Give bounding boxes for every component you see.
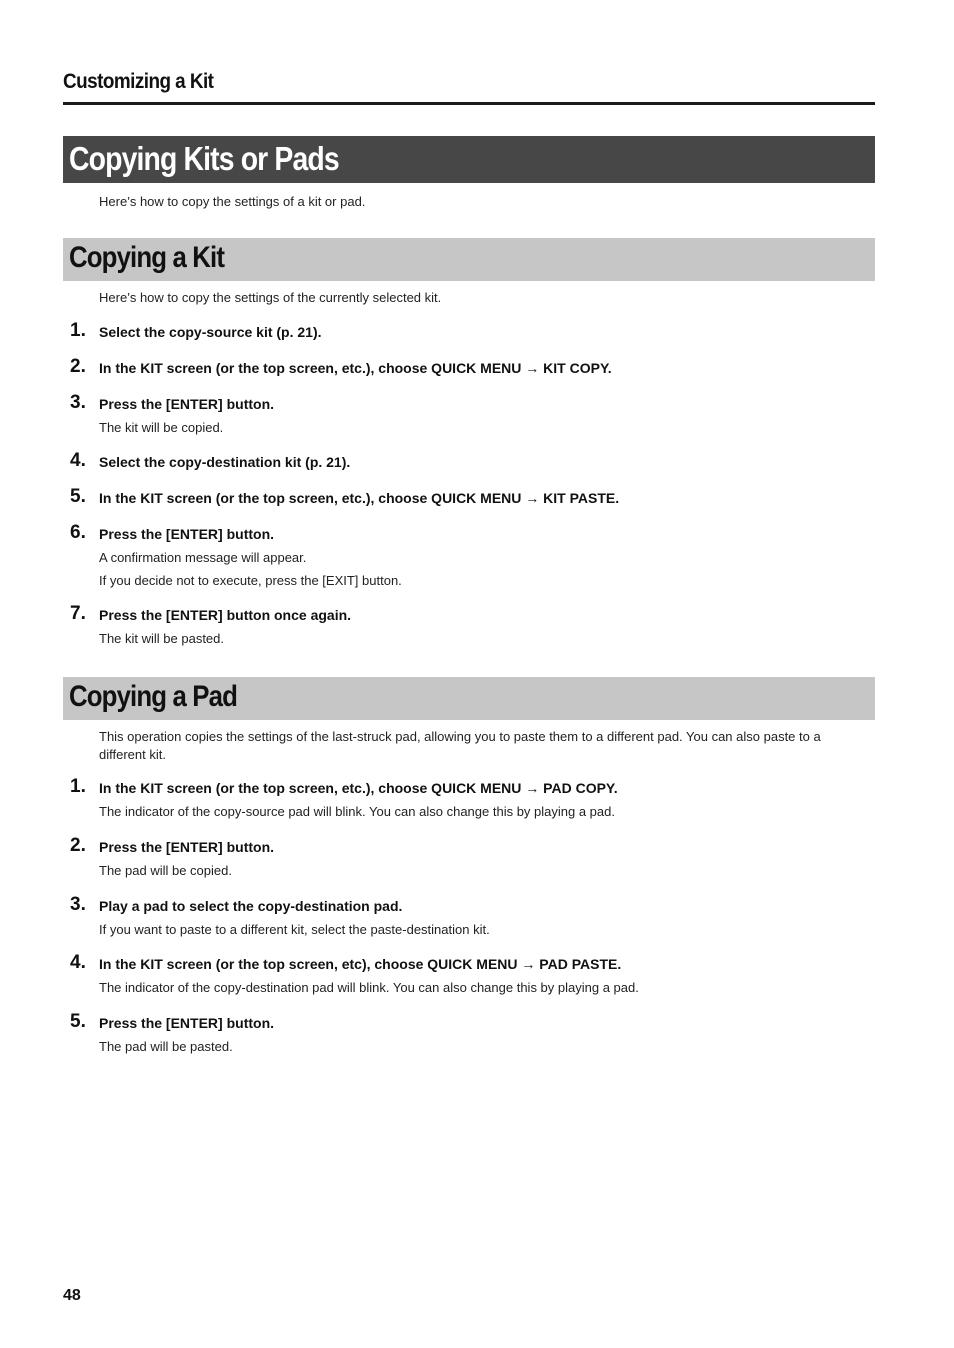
step-title: Press the [ENTER] button. xyxy=(99,839,275,855)
step-note: The pad will be pasted. xyxy=(99,1039,233,1054)
step-note: The indicator of the copy-source pad will blink. You can also change this by playing a pad. xyxy=(99,804,615,819)
step-title: Press the [ENTER] button. xyxy=(99,1015,275,1031)
step-number: 3. xyxy=(70,392,86,413)
section-title-bar xyxy=(63,136,875,183)
step-title: In the KIT screen (or the top screen, etc.), choose QUICK MENU → KIT COPY. xyxy=(99,360,612,376)
step-number: 4. xyxy=(70,952,86,973)
step-note: A confirmation message will appear. xyxy=(99,550,307,565)
chapter-rule xyxy=(63,102,875,105)
step-note: The kit will be copied. xyxy=(99,420,224,435)
kit-intro: Here’s how to copy the settings of the currently selected kit. xyxy=(99,290,442,305)
step-number: 1. xyxy=(70,320,86,341)
step-title: Play a pad to select the copy-destination pad. xyxy=(99,898,403,914)
page-number: 48 xyxy=(63,1287,81,1304)
step-number: 1. xyxy=(70,776,86,797)
section-intro: Here’s how to copy the settings of a kit or pad. xyxy=(99,194,366,209)
step-note: If you decide not to execute, press the [EXIT] button. xyxy=(99,573,402,588)
step-title: In the KIT screen (or the top screen, etc.), choose QUICK MENU → PAD COPY. xyxy=(99,780,618,796)
step-title: In the KIT screen (or the top screen, etc.), choose QUICK MENU → KIT PASTE. xyxy=(99,490,620,506)
step-number: 6. xyxy=(70,522,86,543)
step-number: 2. xyxy=(70,356,86,377)
section-title: Copying Kits or Pads xyxy=(69,140,339,177)
step-number: 5. xyxy=(70,1011,86,1032)
step-number: 7. xyxy=(70,603,86,624)
step-title: Select the copy-source kit (p. 21). xyxy=(99,324,322,340)
kit-heading-bar xyxy=(63,238,875,281)
step-title: Press the [ENTER] button once again. xyxy=(99,607,352,623)
pad-heading: Copying a Pad xyxy=(69,680,238,713)
step-title: In the KIT screen (or the top screen, etc), choose QUICK MENU → PAD PASTE. xyxy=(99,956,622,972)
step-number: 3. xyxy=(70,894,86,915)
chapter-heading: Customizing a Kit xyxy=(63,70,214,93)
step-number: 2. xyxy=(70,835,86,856)
pad-intro: This operation copies the settings of the last-struck pad, allowing you to paste them to a different pad. You can also paste to a different kit. xyxy=(99,729,821,762)
step-note: If you want to paste to a different kit, select the paste-destination kit. xyxy=(99,922,490,937)
step-title: Press the [ENTER] button. xyxy=(99,526,275,542)
step-note: The kit will be pasted. xyxy=(99,631,225,646)
pad-heading-bar xyxy=(63,677,875,720)
step-title: Press the [ENTER] button. xyxy=(99,396,275,412)
step-title: Select the copy-destination kit (p. 21). xyxy=(99,454,351,470)
step-number: 5. xyxy=(70,486,86,507)
step-note: The pad will be copied. xyxy=(99,863,232,878)
step-note: The indicator of the copy-destination pad will blink. You can also change this by playing a pad. xyxy=(99,980,639,995)
kit-heading: Copying a Kit xyxy=(69,241,225,274)
step-number: 4. xyxy=(70,450,86,471)
